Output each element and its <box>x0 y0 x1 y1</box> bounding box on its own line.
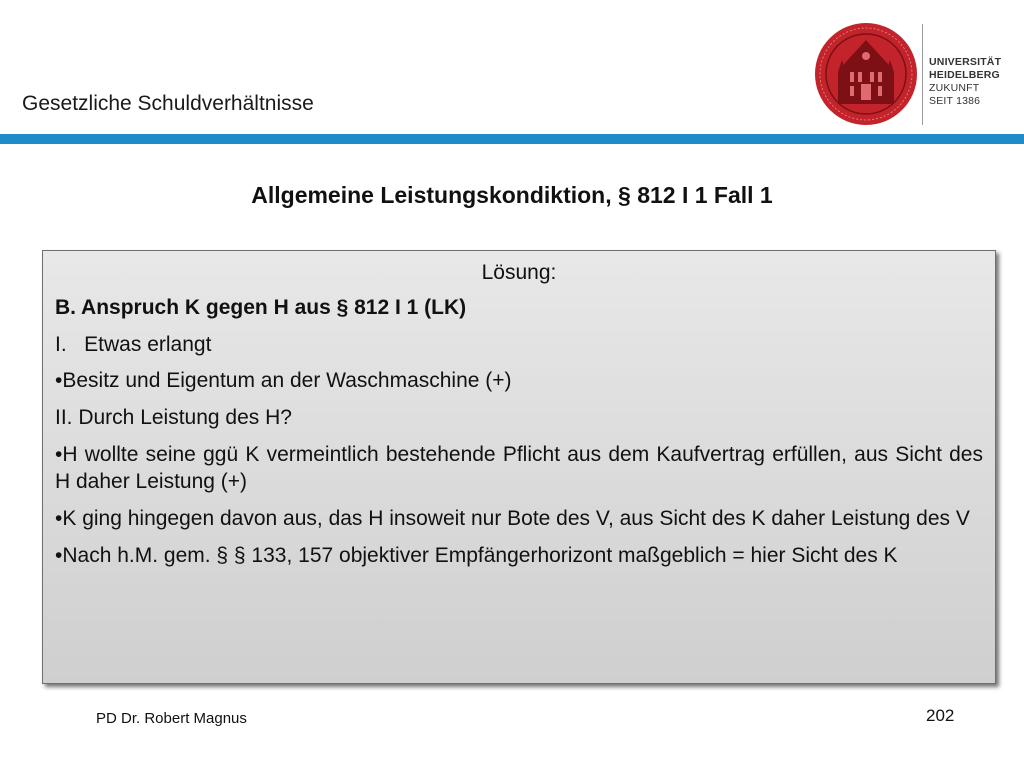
point-durch-leistung: II. Durch Leistung des H? <box>55 406 292 429</box>
bullet-nach-hm: •Nach h.M. gem. § § 133, 157 objektiver Empfängerhorizont maßgeblich = hier Sicht des K <box>55 544 898 567</box>
university-logo-text <box>929 56 1021 108</box>
footer-author: PD Dr. Robert Magnus <box>96 710 247 727</box>
course-title: Gesetzliche Schuldverhältnisse <box>22 92 314 115</box>
bullet-h-wollte: •H wollte seine ggü K vermeintlich bestehende Pflicht aus dem Kaufvertrag erfüllen, aus Sicht des H daher Leistung (+) <box>55 443 983 493</box>
logo-line-3: ZUKUNFT <box>929 82 980 94</box>
solution-heading: Lösung: <box>481 261 557 284</box>
logo-line-2: HEIDELBERG <box>929 69 1000 81</box>
logo-line-4: SEIT 1386 <box>929 95 981 107</box>
page-number: 202 <box>926 706 955 725</box>
bullet-k-ging: •K ging hingegen davon aus, das H insoweit nur Bote des V, aus Sicht des K daher Leistung des V <box>55 507 970 530</box>
university-seal-logo <box>814 22 918 126</box>
point-etwas-erlangt: I. Etwas erlangt <box>55 333 212 356</box>
slide-title: Allgemeine Leistungskondiktion, § 812 I 1 Fall 1 <box>251 182 773 208</box>
logo-divider <box>922 24 923 125</box>
claim-heading: B. Anspruch K gegen H aus § 812 I 1 (LK) <box>55 296 467 319</box>
logo-line-1: UNIVERSITÄT <box>929 56 1002 68</box>
solution-box <box>42 250 996 684</box>
header-rule <box>0 134 1024 144</box>
bullet-besitz: •Besitz und Eigentum an der Waschmaschine (+) <box>55 369 512 392</box>
